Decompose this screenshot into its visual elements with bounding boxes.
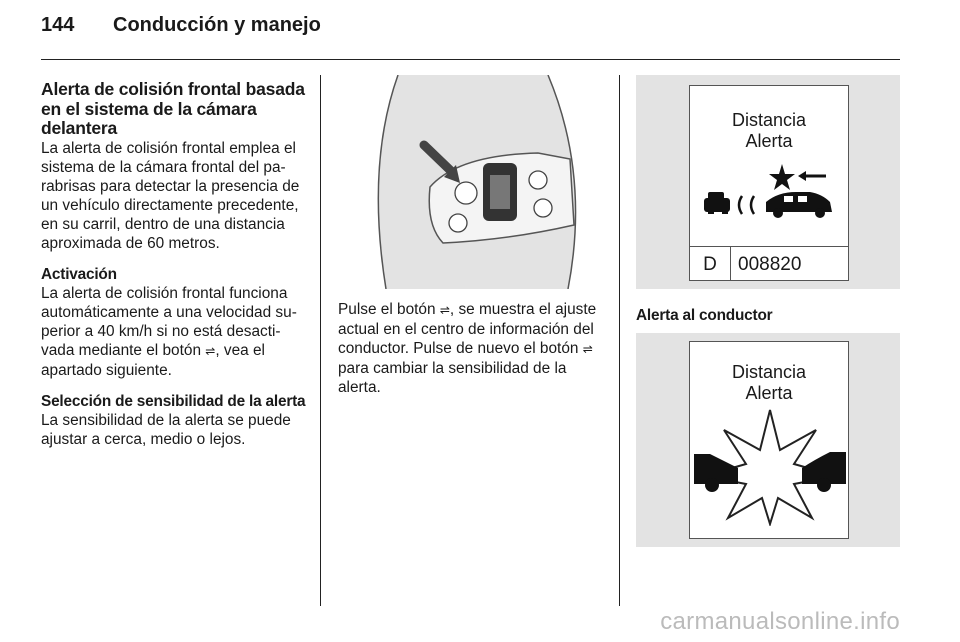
car-side-icon	[766, 192, 832, 218]
activation-paragraph	[41, 284, 307, 380]
driver-alert-caption: Alerta al conductor	[636, 307, 773, 324]
collision-button-symbol: ⇌	[582, 342, 593, 356]
collision-alert-figure	[636, 333, 900, 547]
car-side-icon	[694, 454, 738, 492]
arrow-left-icon	[798, 171, 826, 181]
column-1	[41, 80, 307, 449]
distance-display-figure	[636, 75, 900, 289]
distance-display-panel	[689, 85, 849, 281]
sensitivity-paragraph: La sensibilidad de la alerta se puede ajustar a cerca, medio o lejos.	[41, 411, 291, 448]
cruise-button	[455, 182, 477, 204]
code-divider	[690, 246, 848, 247]
car-side-icon	[802, 452, 846, 492]
watermark: carmanualsonline.info	[660, 608, 900, 635]
column-divider-1	[320, 75, 321, 606]
steering-wheel-illustration	[338, 75, 604, 289]
display-title-line2: Alerta	[745, 131, 793, 151]
column-divider-2	[619, 75, 620, 606]
header-rule	[41, 59, 900, 60]
collision-button-symbol: ⇌	[439, 303, 450, 317]
page-header	[41, 14, 321, 37]
button-text-1: Pulse el botón	[338, 301, 436, 318]
steering-wheel-figure	[338, 75, 604, 289]
column-3	[636, 306, 902, 325]
alert-title-line1: Distancia	[731, 362, 807, 382]
sensitivity-heading: Selección de sensibilidad de la alerta	[41, 392, 306, 410]
activation-text-2: , vea el apartado siguiente.	[41, 341, 265, 379]
button-text-3: para cambiar la sensibilidad de la alerta.	[338, 360, 567, 396]
signal-waves-icon	[739, 196, 754, 214]
intro-paragraph: La alerta de colisión frontal emplea el sistema de la cámara frontal del parabrisas para detectar la presencia de un vehículo directamente precedente, en su carril, dentro de una distancia aproximada de 60 metros.	[41, 139, 300, 252]
column-2	[338, 300, 604, 397]
activation-text-1: La alerta de colisión frontal funciona automáticamente a una velocidad superior a 40 km/h si no está desactivada mediante el botón	[41, 284, 297, 359]
collision-button-symbol: ⇌	[205, 343, 216, 358]
display-title-line1: Distancia	[731, 110, 807, 130]
code-value: 008820	[738, 254, 802, 275]
section-title: Conducción y manejo	[113, 14, 321, 36]
button-paragraph	[338, 300, 604, 397]
button-text-2: , se muestra el ajuste actual en el centro de información del conductor. Pulse de nuevo el botón	[338, 301, 597, 357]
collision-alert-panel	[689, 341, 849, 539]
star-impact-icon	[769, 164, 795, 190]
alert-title-line2: Alerta	[745, 383, 793, 403]
code-separator	[730, 246, 731, 280]
code-letter: D	[703, 254, 717, 275]
page-number: 144	[41, 14, 75, 36]
car-front-icon	[704, 192, 730, 214]
activation-heading: Activación	[41, 265, 117, 283]
section-heading: Alerta de colisión frontal basada en el sistema de la cámara delantera	[41, 79, 305, 138]
